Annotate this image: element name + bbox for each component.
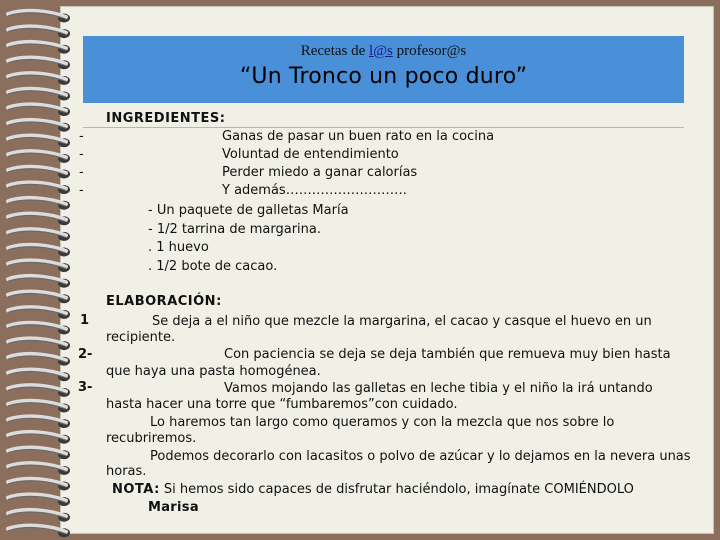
spiral-ring [8, 214, 70, 226]
note-label: NOTA: [112, 482, 160, 497]
step-text: que haya una pasta homogénea. [106, 364, 321, 379]
spiral-ring [8, 136, 70, 148]
note-text: Si hemos sido capaces de disfrutar haciéndolo, imagínate COMIÉNDOLO [159, 482, 634, 497]
ingredient-bullet: Voluntad de entendimiento [222, 147, 399, 162]
bullet-dash: - [79, 165, 84, 180]
bullet-dash: - [79, 129, 84, 144]
ingredient-bullet: Ganas de pasar un buen rato en la cocina [222, 129, 495, 144]
spiral-ring [8, 370, 70, 382]
spiral-ring [8, 11, 70, 23]
spiral-ring [8, 260, 70, 272]
note [112, 482, 634, 498]
subtitle-prefix: Recetas de [300, 43, 370, 59]
step-text: Con paciencia se deja se deja también que remueva muy bien hasta [224, 347, 671, 362]
spiral-ring [8, 338, 70, 350]
spiral-ring [8, 42, 70, 54]
spiral-ring [8, 229, 70, 241]
step-text: recipiente. [106, 330, 176, 345]
spiral-ring [8, 307, 70, 319]
spiral-ring [8, 510, 70, 522]
subtitle-link[interactable]: l@s [369, 43, 393, 59]
preparation-heading: ELABORACIÓN: [106, 294, 222, 309]
spiral-ring [8, 463, 70, 475]
spiral-ring [8, 151, 70, 163]
paragraph-text: recubriremos. [106, 431, 197, 446]
paragraph-text: horas. [106, 464, 147, 479]
ingredients-heading: INGREDIENTES: [106, 111, 226, 126]
spiral-ring [8, 401, 70, 413]
spiral-ring [8, 73, 70, 85]
ingredient-bullet: Y además………………………. [222, 183, 407, 198]
spiral-ring [8, 104, 70, 116]
spiral-binding [0, 0, 93, 540]
spiral-ring [8, 182, 70, 194]
step-number: 1 [80, 313, 90, 328]
step-text: hasta hacer una torre que “fumbaremos”con cuidado. [106, 397, 458, 412]
spiral-ring [8, 276, 70, 288]
page-title: “Un Tronco un poco duro” [239, 64, 528, 89]
paragraph-text: Lo haremos tan largo como queramos y con la mezcla que nos sobre lo [150, 415, 615, 430]
spiral-ring [8, 354, 70, 366]
signature: Marisa [148, 500, 199, 515]
spiral-ring [8, 198, 70, 210]
step-number: 2- [78, 347, 93, 362]
spiral-ring [8, 432, 70, 444]
spiral-ring [8, 245, 70, 257]
spiral-ring [8, 58, 70, 70]
step-text: Se deja a el niño que mezcle la margarina, el cacao y casque el huevo en un [152, 314, 652, 329]
ingredient-item: . 1/2 bote de cacao. [148, 259, 278, 274]
bullet-dash: - [79, 147, 84, 162]
spiral-ring [8, 89, 70, 101]
spiral-ring [8, 416, 70, 428]
bullet-dash: - [79, 183, 84, 198]
paragraph-text: Podemos decorarlo con lacasitos o polvo de azúcar y lo dejamos en la nevera unas [150, 449, 691, 464]
spiral-ring [8, 26, 70, 38]
subtitle-suffix: profesor@s [392, 43, 467, 59]
ingredient-item: - 1/2 tarrina de margarina. [148, 222, 321, 237]
subtitle [83, 43, 684, 60]
spiral-ring [8, 120, 70, 132]
spiral-ring [8, 292, 70, 304]
spiral-ring [8, 479, 70, 491]
spiral-ring [8, 385, 70, 397]
ingredient-bullet: Perder miedo a ganar calorías [222, 165, 418, 180]
spiral-ring [8, 448, 70, 460]
spiral-ring [8, 323, 70, 335]
divider [83, 127, 684, 128]
ingredient-item: . 1 huevo [148, 240, 209, 255]
ingredient-item: - Un paquete de galletas María [148, 203, 349, 218]
spiral-ring [8, 494, 70, 506]
step-number: 3- [78, 380, 93, 395]
step-text: Vamos mojando las galletas en leche tibia y el niño la irá untando [224, 381, 653, 396]
spiral-ring [8, 167, 70, 179]
spiral-ring [8, 526, 70, 538]
